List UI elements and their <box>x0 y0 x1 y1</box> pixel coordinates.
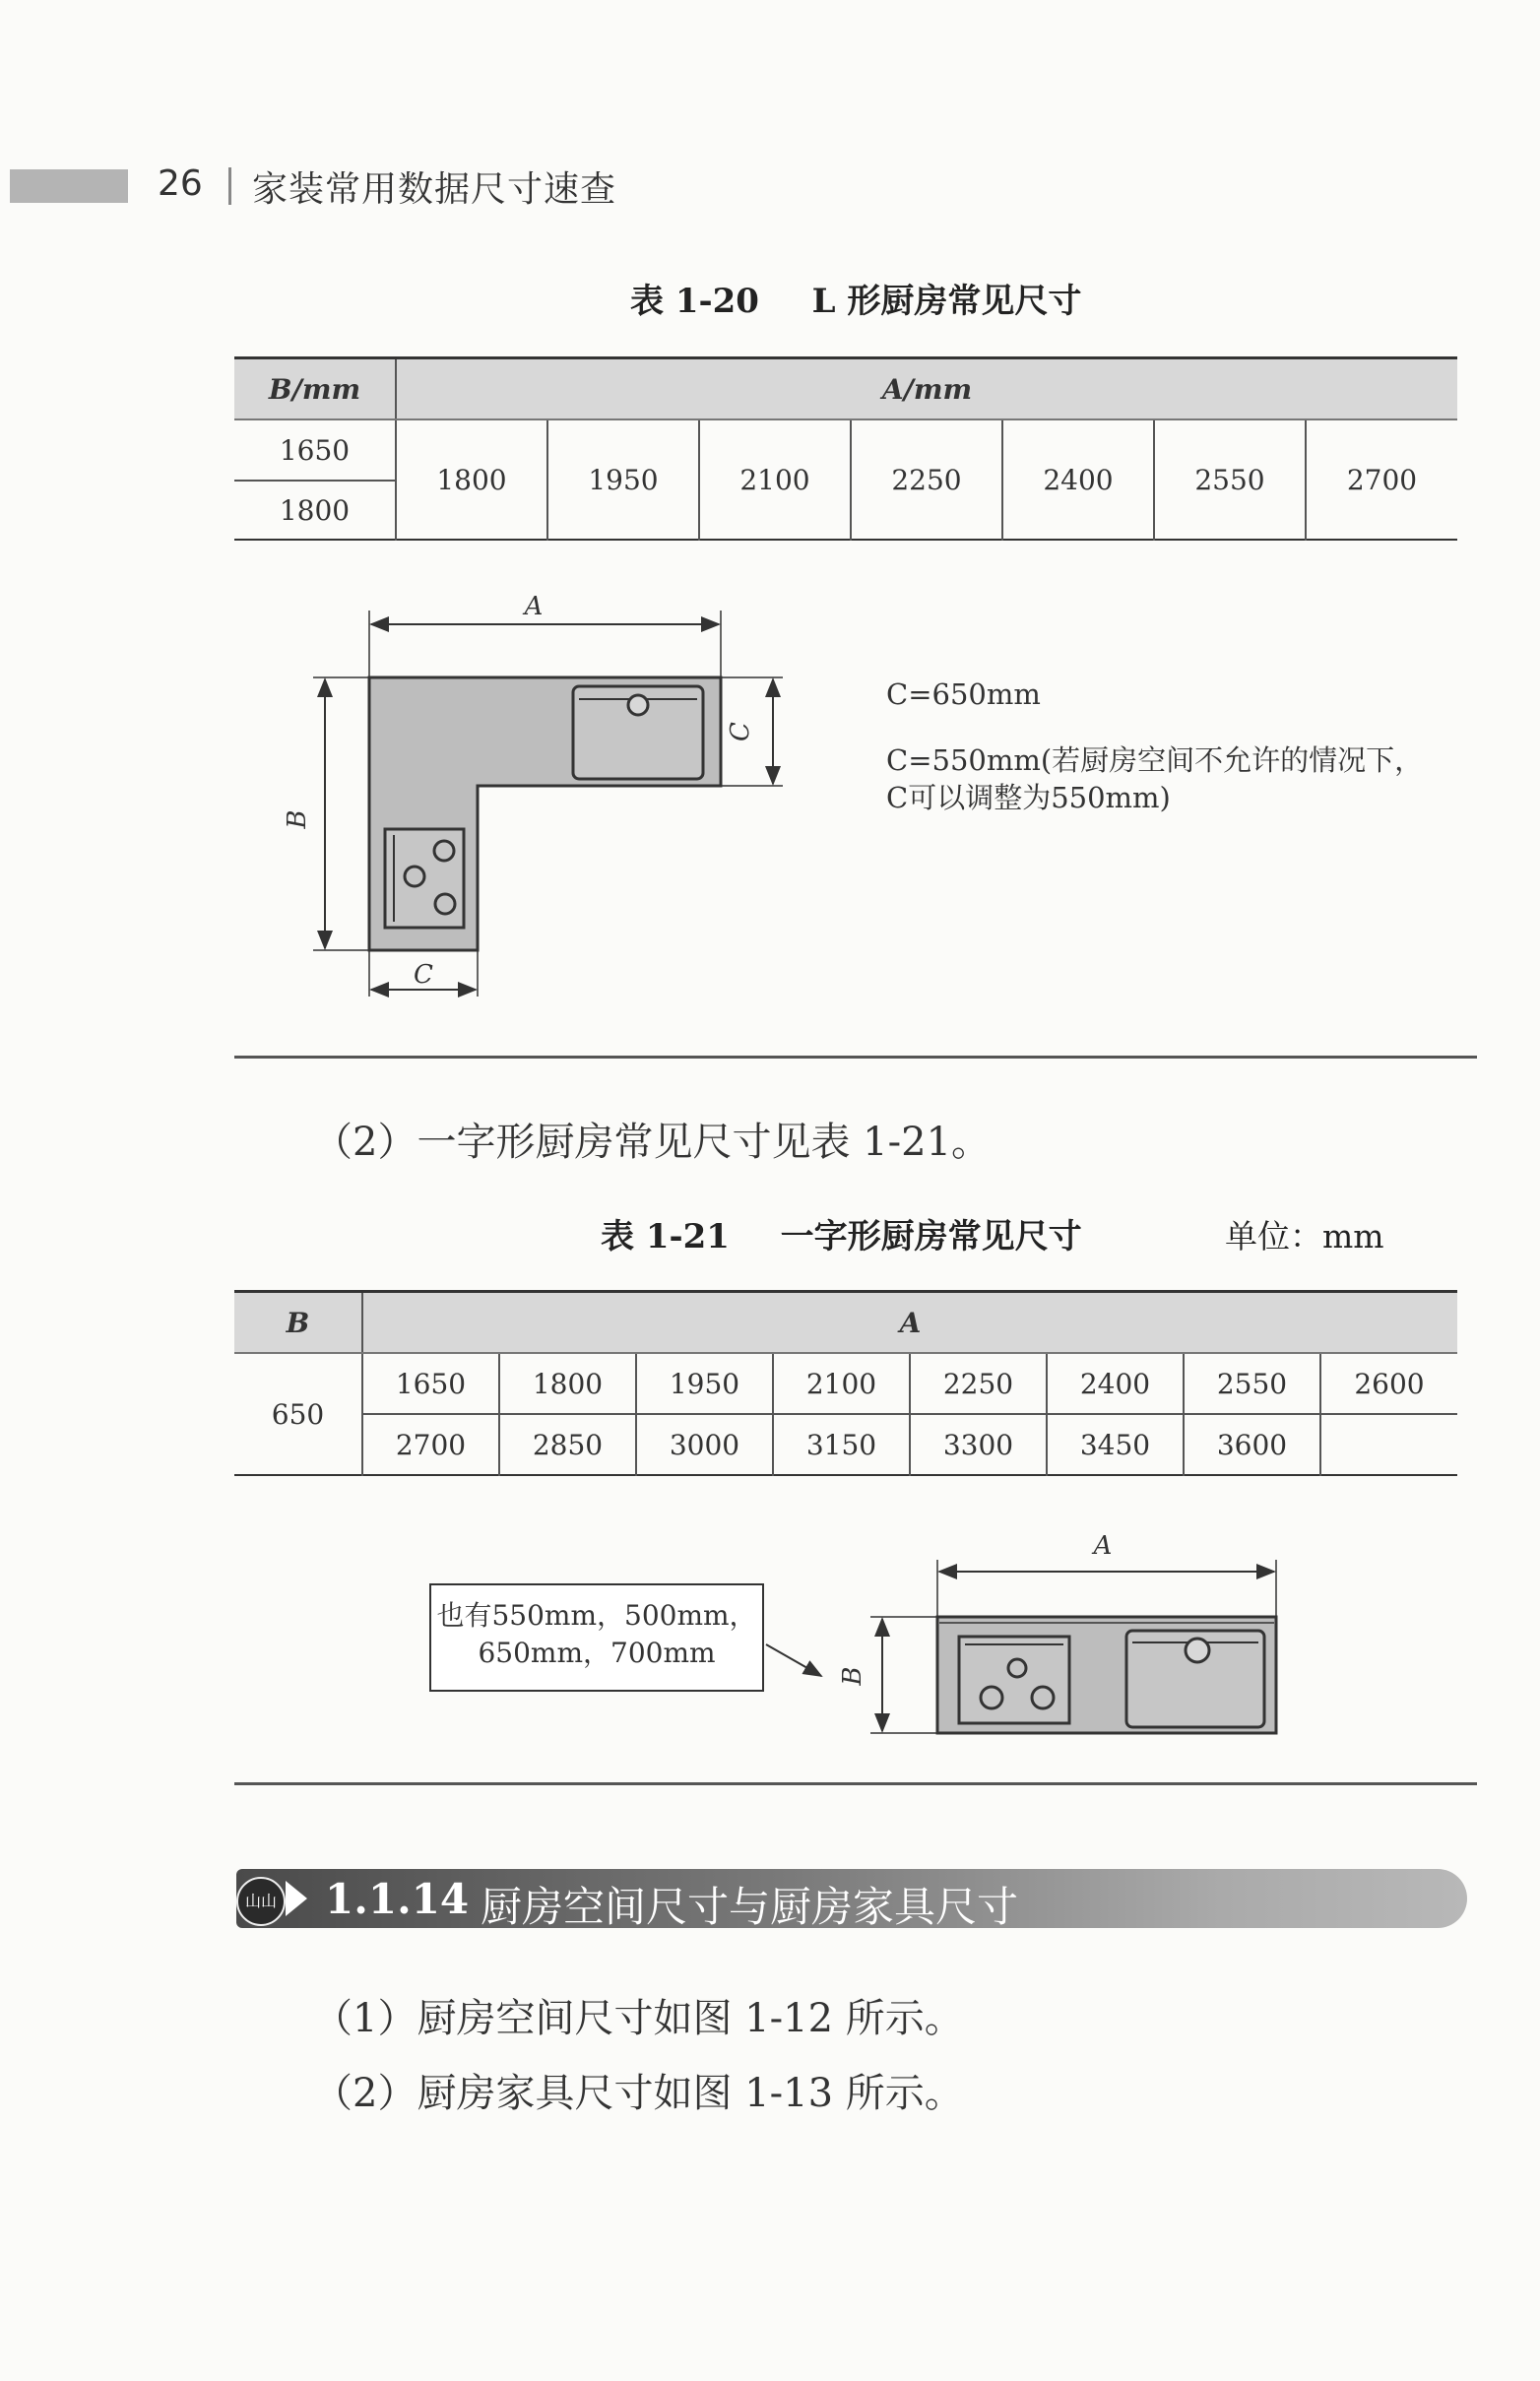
callout-line2: 650mm，700mm <box>478 1637 716 1669</box>
table2-a-cell: 2400 <box>1047 1353 1184 1414</box>
body-line: （2）厨房家具尺寸如图 1-13 所示。 <box>313 2071 964 2116</box>
table2-unit: 单位：mm <box>1225 1217 1384 1255</box>
table2-a-cell: 2700 <box>362 1414 499 1475</box>
table2-a-cell: 3000 <box>636 1414 773 1475</box>
table2-header-b: B <box>234 1292 362 1354</box>
table1-caption-text: L 形厨房常见尺寸 <box>811 282 1082 321</box>
table1-a-cell: 2550 <box>1154 419 1306 540</box>
book-title: 家装常用数据尺寸速查 <box>252 169 617 210</box>
table2-a-cell: 2100 <box>773 1353 910 1414</box>
table2-caption-text: 一字形厨房常见尺寸 <box>780 1217 1082 1256</box>
stove-icon <box>385 829 464 928</box>
callout-arrow <box>766 1644 821 1676</box>
table1-a-cell: 2400 <box>1002 419 1154 540</box>
table2-caption <box>601 1209 1082 1257</box>
stove-icon <box>959 1637 1069 1723</box>
header-divider <box>228 167 231 205</box>
note-c-550-line1: C=550mm(若厨房空间不允许的情况下， <box>886 743 1424 777</box>
table-l-kitchen <box>234 356 1457 541</box>
table2-a-cell: 1950 <box>636 1353 773 1414</box>
mountain-icon: 山山 <box>236 1877 286 1926</box>
label-c-side: C <box>726 722 755 741</box>
callout-line1: 也有550mm，500mm， <box>436 1599 757 1632</box>
table2-header-a: A <box>362 1292 1457 1354</box>
label-a: A <box>524 592 544 621</box>
table2-a-cell: 2250 <box>910 1353 1047 1414</box>
arrow-icon <box>286 1881 307 1916</box>
table2-a-cell: 2850 <box>499 1414 636 1475</box>
label-c-bottom: C <box>414 960 433 990</box>
table1-caption <box>630 274 1081 322</box>
table1-a-cell: 2700 <box>1306 419 1457 540</box>
table1-a-cell: 1800 <box>396 419 547 540</box>
table2-a-cell: 3300 <box>910 1414 1047 1475</box>
table2-a-cell: 1650 <box>362 1353 499 1414</box>
label-b: B <box>283 809 312 829</box>
table1-caption-number: 表 1-20 <box>630 282 759 321</box>
table2-a-cell <box>1320 1414 1457 1475</box>
label-b: B <box>838 1666 867 1686</box>
table2-a-cell: 1800 <box>499 1353 636 1414</box>
table2-a-cell: 3600 <box>1184 1414 1320 1475</box>
table1-a-cell: 1950 <box>547 419 699 540</box>
table2-a-cell: 2600 <box>1320 1353 1457 1414</box>
header-gray-bar <box>10 169 128 203</box>
sink-icon <box>573 686 703 779</box>
paragraph-table-ref: （2）一字形厨房常见尺寸见表 1-21。 <box>313 1120 992 1165</box>
callout-box <box>429 1583 764 1692</box>
figure1-bottom-rule <box>234 1056 1477 1059</box>
table2-a-cell: 3450 <box>1047 1414 1184 1475</box>
table2-caption-number: 表 1-21 <box>601 1217 730 1256</box>
table1-header-a: A/mm <box>396 358 1457 420</box>
l-kitchen-diagram <box>276 591 827 1014</box>
table2-b-cell: 650 <box>234 1353 362 1475</box>
section-number: 1.1.14 <box>325 1875 470 1923</box>
label-a: A <box>1093 1531 1113 1561</box>
table1-b-cell: 1800 <box>234 481 396 540</box>
table1-a-cell: 2100 <box>699 419 851 540</box>
figure2-bottom-rule <box>234 1782 1477 1785</box>
table2-a-cell: 2550 <box>1184 1353 1320 1414</box>
table1-b-cell: 1650 <box>234 419 396 481</box>
note-c-650: C=650mm <box>886 677 1041 711</box>
section-title: 厨房空间尺寸与厨房家具尺寸 <box>481 1883 1019 1931</box>
sink-icon <box>1126 1631 1264 1727</box>
table2-a-cell: 3150 <box>773 1414 910 1475</box>
table1-a-cell: 2250 <box>851 419 1002 540</box>
linear-kitchen-diagram <box>764 1516 1296 1743</box>
page-number: 26 <box>158 163 203 204</box>
note-c-550-line2: C可以调整为550mm) <box>886 781 1171 814</box>
table-linear-kitchen <box>234 1290 1457 1476</box>
table1-header-b: B/mm <box>234 358 396 420</box>
body-line: （1）厨房空间尺寸如图 1-12 所示。 <box>313 1996 964 2041</box>
